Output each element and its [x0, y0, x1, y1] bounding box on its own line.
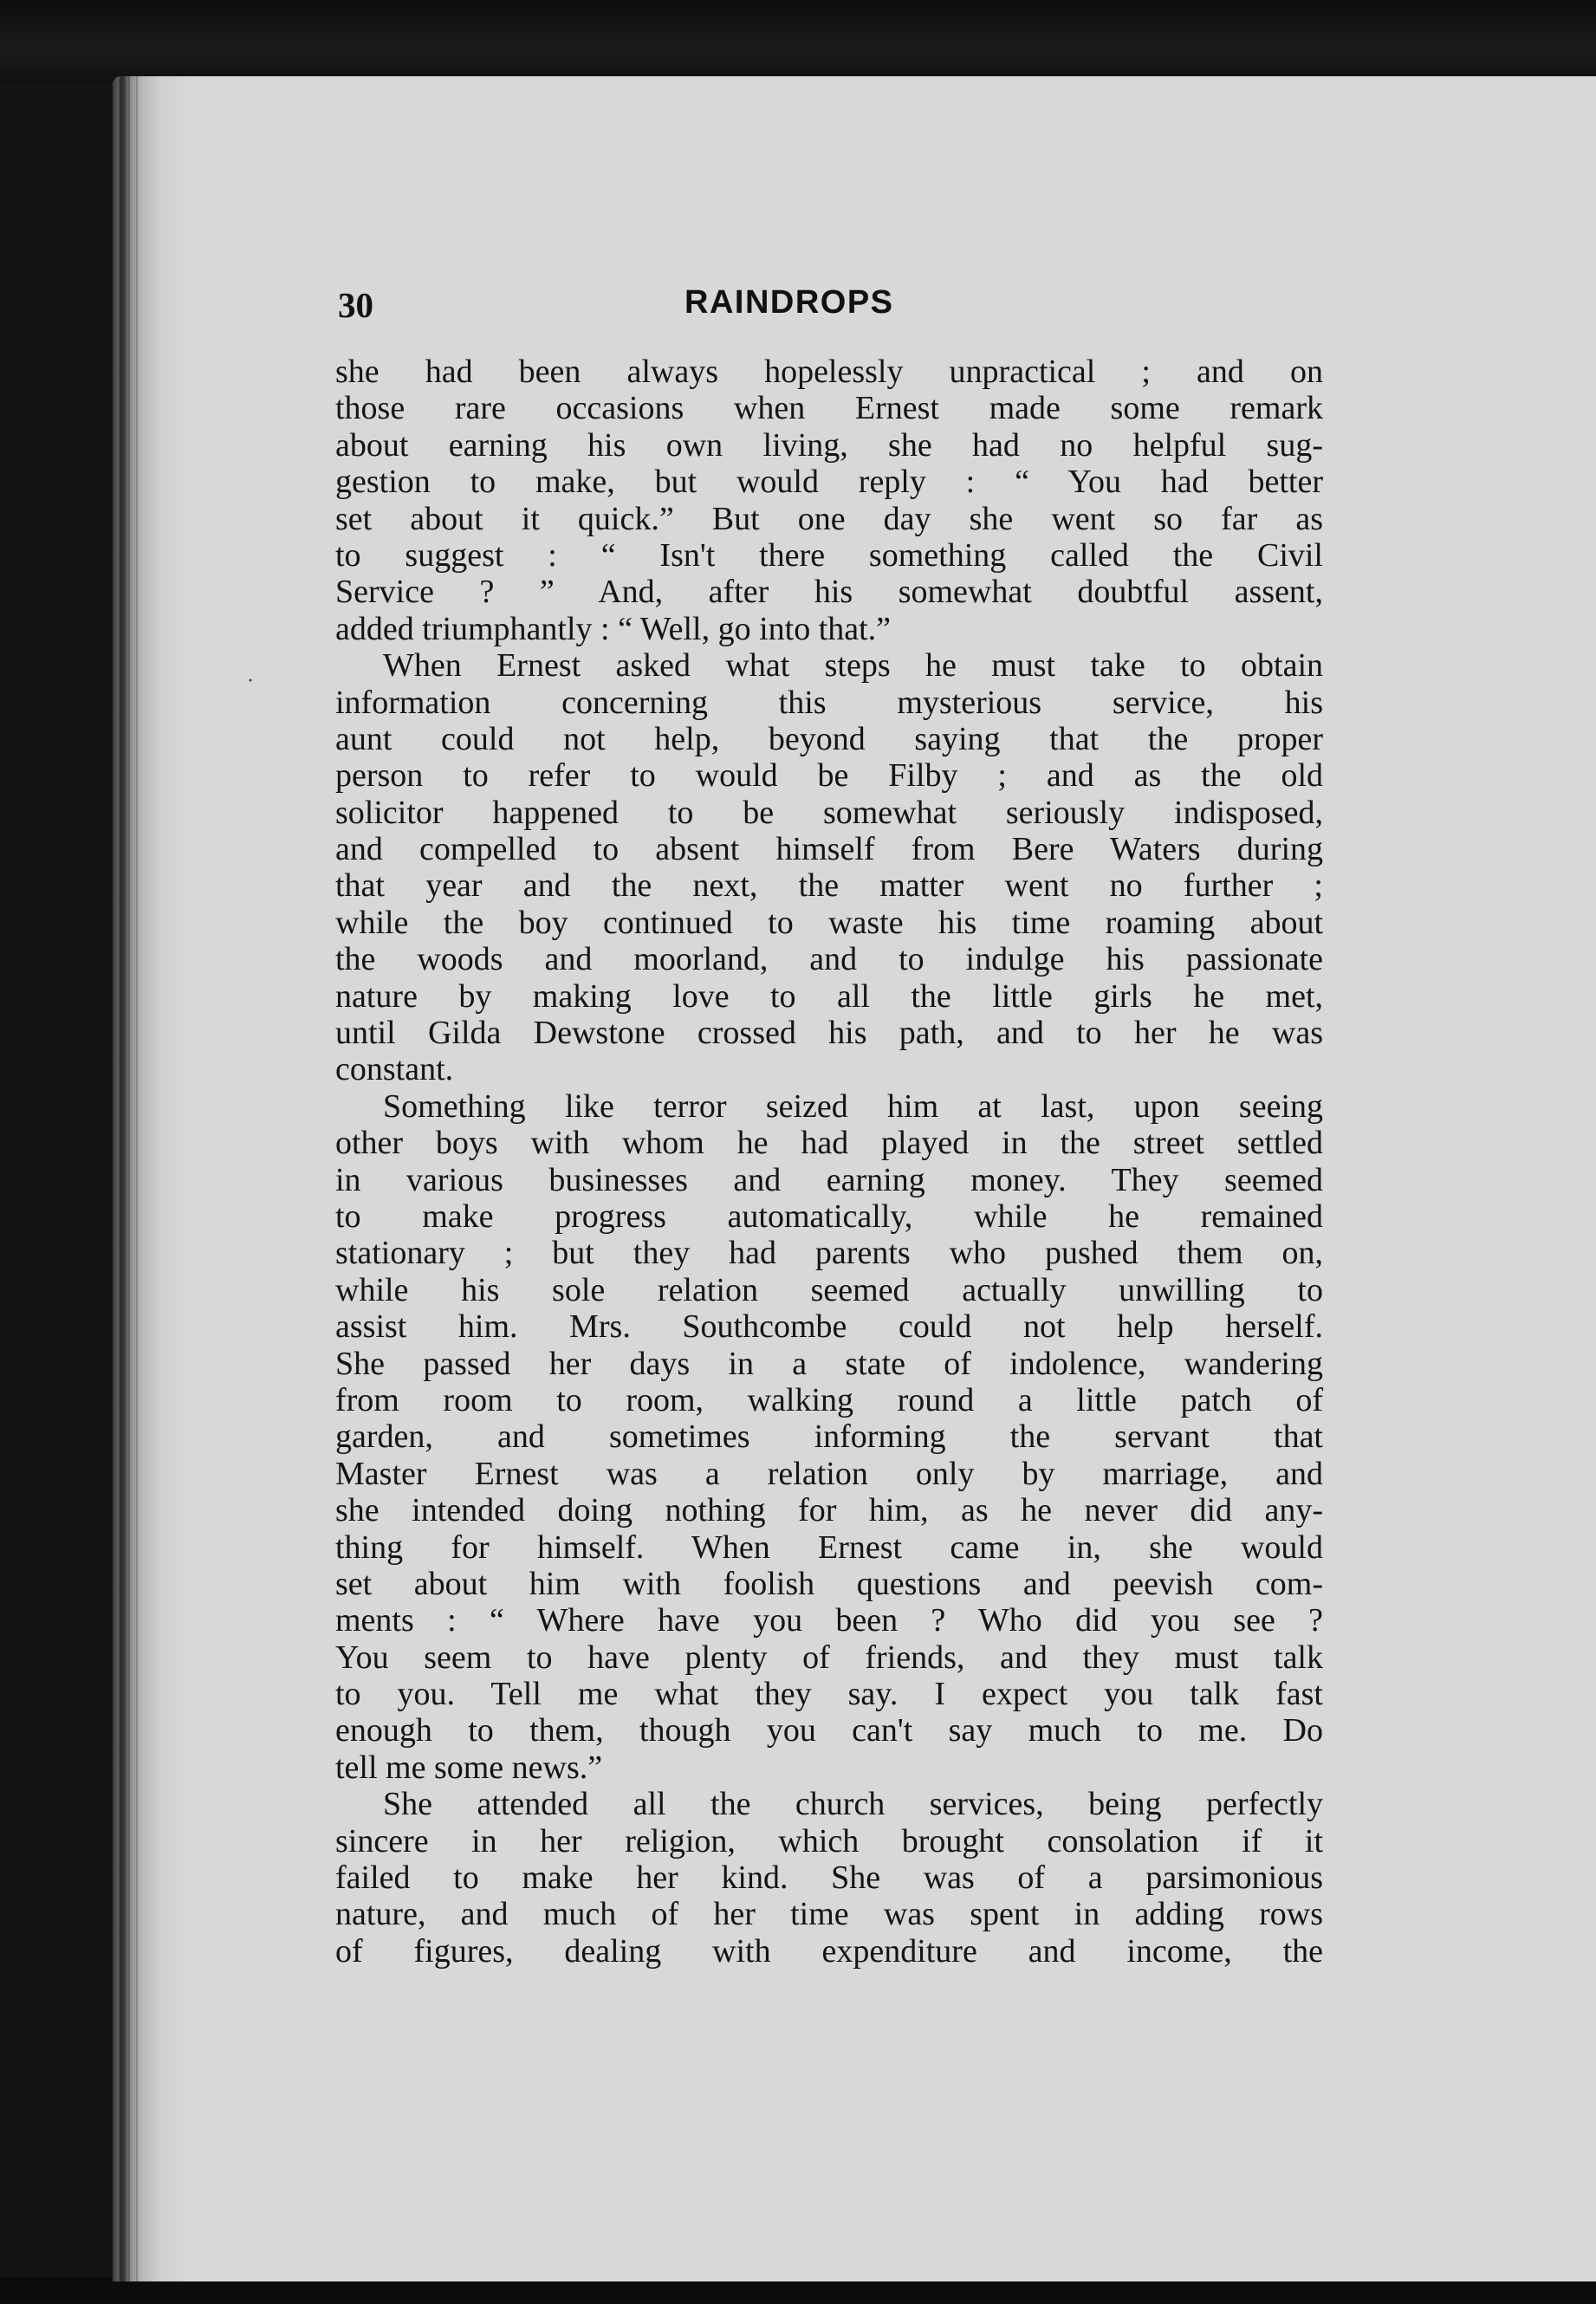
text-line: of figures, dealing with expenditure and income, the [335, 1932, 1323, 1970]
text-line: ments : “ Where have you been ? Who did you see ? [335, 1602, 1323, 1639]
text-line: You seem to have plenty of friends, and they must talk [335, 1639, 1323, 1676]
text-line: those rare occasions when Ernest made some remark [335, 390, 1323, 427]
text-line: set about it quick.” But one day she went so far as [335, 500, 1323, 537]
text-line: Master Ernest was a relation only by marriage, and [335, 1455, 1323, 1492]
text-line: about earning his own living, she had no helpful sug- [335, 426, 1323, 464]
text-line: that year and the next, the matter went no further ; [335, 867, 1323, 905]
text-line: aunt could not help, beyond saying that the proper [335, 720, 1323, 757]
body-text [335, 354, 1323, 1970]
margin-mark: · [247, 670, 254, 692]
text-line: information concerning this mysterious service, his [335, 684, 1323, 721]
text-line: Service ? ” And, after his somewhat doubtful assent, [335, 574, 1323, 611]
gutter-edge-line [128, 76, 130, 2281]
text-line: stationary ; but they had parents who pushed them on, [335, 1235, 1323, 1272]
text-line: failed to make her kind. She was of a parsimonious [335, 1859, 1323, 1897]
text-line: to suggest : “ Isn't there something called the Civil [335, 536, 1323, 574]
text-line: sincere in her religion, which brought consolation if it [335, 1822, 1323, 1859]
text-line: from room to room, walking round a little patch of [335, 1381, 1323, 1418]
text-line: other boys with whom he had played in the street settled [335, 1125, 1323, 1162]
text-line: She attended all the church services, being perfectly [383, 1786, 1323, 1823]
text-line: assist him. Mrs. Southcombe could not help herself. [335, 1308, 1323, 1346]
text-line: When Ernest asked what steps he must take to obtain [383, 647, 1323, 685]
text-line: constant. [335, 1051, 454, 1088]
text-line: to you. Tell me what they say. I expect you talk fast [335, 1676, 1323, 1713]
text-line: gestion to make, but would reply : “ You had better [335, 464, 1323, 501]
text-line: she intended doing nothing for him, as he never did any- [335, 1492, 1323, 1529]
text-line: Something like terror seized him at last, upon seeing [383, 1087, 1323, 1125]
text-line: set about him with foolish questions and peevish com- [335, 1565, 1323, 1602]
text-line: the woods and moorland, and to indulge his passionate [335, 941, 1323, 978]
text-line: in various businesses and earning money. They seemed [335, 1161, 1323, 1198]
text-line: She passed her days in a state of indolence, wandering [335, 1345, 1323, 1382]
text-line: until Gilda Dewstone crossed his path, and to her he was [335, 1015, 1323, 1052]
page-number: 30 [338, 285, 373, 325]
text-line: while the boy continued to waste his time roaming about [335, 904, 1323, 941]
running-title: RAINDROPS [684, 284, 894, 321]
gutter-edge-line [120, 76, 121, 2281]
text-line: thing for himself. When Ernest came in, she would [335, 1528, 1323, 1566]
text-line: and compelled to absent himself from Bere Waters during [335, 831, 1323, 868]
text-line: garden, and sometimes informing the servant that [335, 1418, 1323, 1456]
binding-gutter-shadow [113, 76, 191, 2281]
text-line: added triumphantly : “ Well, go into that.” [335, 610, 892, 647]
running-head [338, 284, 1464, 336]
text-line: nature by making love to all the little girls he met, [335, 977, 1323, 1015]
text-line: nature, and much of her time was spent in adding rows [335, 1896, 1323, 1933]
text-line: solicitor happened to be somewhat seriously indisposed, [335, 794, 1323, 831]
text-line: enough to them, though you can't say much to me. Do [335, 1712, 1323, 1749]
text-line: person to refer to would be Filby ; and as the old [335, 757, 1323, 795]
text-line: she had been always hopelessly unpractical ; and on [335, 354, 1323, 390]
text-line: while his sole relation seemed actually unwilling to [335, 1271, 1323, 1308]
text-line: to make progress automatically, while he remained [335, 1197, 1323, 1235]
scanner-background-top [0, 0, 1596, 82]
gutter-edge-line [136, 76, 138, 2281]
text-line: tell me some news.” [335, 1749, 603, 1786]
